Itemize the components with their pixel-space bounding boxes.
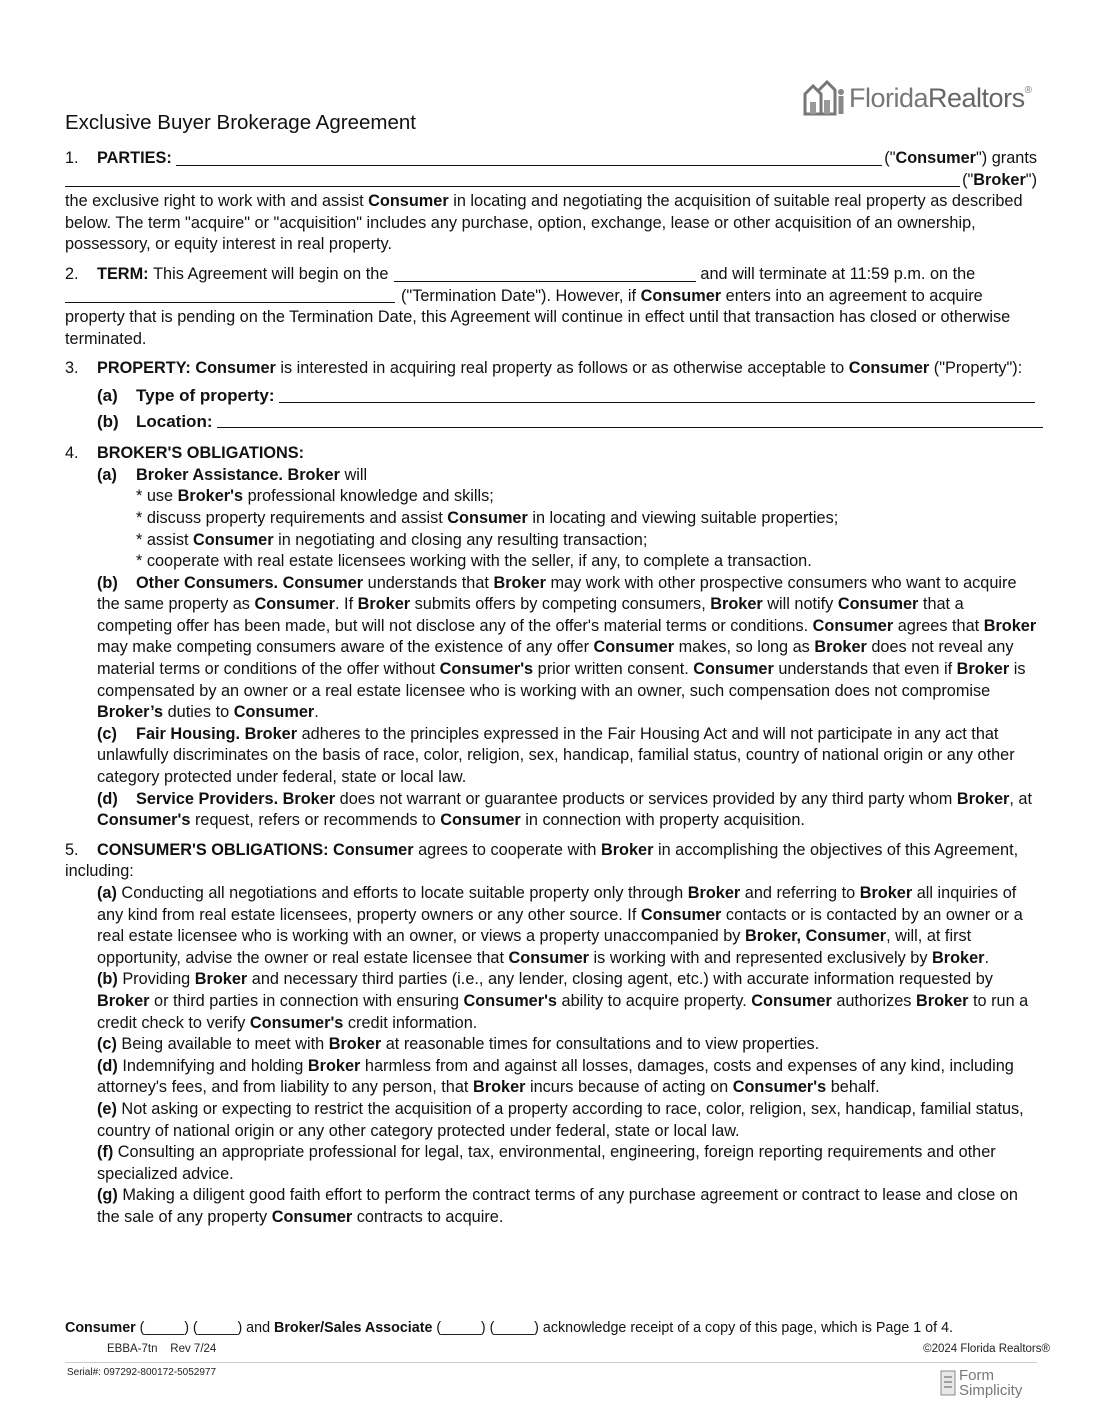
section-broker-heading: 4. BROKER'S OBLIGATIONS: — [65, 444, 305, 463]
term-terminate-text: and will terminate at 11:59 p.m. on the — [700, 264, 976, 283]
logo-line-2: Simplicity — [959, 1382, 1023, 1399]
section-property-text: 3. PROPERTY: Consumer is interested in acquiring real property as follows or as otherwise acceptable to Consumer ("Property"): — [65, 359, 1023, 378]
obligation-item-d: (d) Indemnifying and holding Broker harmless from and against all losses, damages, costs and expenses of any kind, including attorney's fees, and from liability to any person, that Broker incurs because of acting on Consumer's behalf. — [97, 1056, 1014, 1097]
section-parties-row — [65, 148, 1037, 170]
location-label: Location: — [136, 411, 213, 431]
broker-name-field[interactable] — [65, 171, 960, 187]
broker-assistance-heading: (a) Broker Assistance. Broker will — [97, 465, 368, 484]
obligation-item-f: (f) Consulting an appropriate professional for legal, tax, environmental, engineering, foreign reporting requirements and other specialized advice. — [97, 1143, 996, 1183]
property-type-field[interactable] — [279, 387, 1035, 403]
obligation-item-g: (g) Making a diligent good faith effort to perform the contract terms of any purchase agreement or contract to lease and close on the sale of any property Consumer contracts to acquire. — [97, 1186, 1018, 1226]
term-text: property that is pending on the Termination Date, this Agreement will continue in effect until that transaction has closed or otherwise terminated. — [65, 308, 1011, 348]
logo-line-1: Form — [959, 1367, 994, 1384]
other-consumers-text: (b) Other Consumers. Consumer understands that Broker may work with other prospective consumers who want to acquire the same property as Consumer. If Broker submits offers by competing consumers, Broker will notify Consumer that a competing offer has been made, but will not disclose any of the offer's material terms or conditions. Consumer agrees that Broker may make competing consumers aware of the existence of any offer Consumer makes, so long as Broker does not reveal any material terms or conditions of the offer without Consumer's prior written consent. Consumer understands that even if Broker is compensated by an owner or a real estate licensee who is working with an owner, such compensation does not compromise Broker’s duties to Consumer. — [97, 573, 1037, 722]
document-icon — [940, 1370, 956, 1396]
copyright: ©2024 Florida Realtors® — [923, 1343, 1050, 1355]
obligation-item-b: (b) Providing Broker and necessary third parties (i.e., any lender, closing agent, etc.) with accurate information requested by Broker or third parties in connection with ensuring Consumer's ability to acquire property. Consumer authorizes Broker to run a credit check to verify Consumer's credit information. — [97, 970, 1029, 1032]
termination-date-row — [65, 286, 1037, 308]
service-providers-text: (d) Service Providers. Broker does not warrant or guarantee products or services provided by any third party whom Broker, at Consumer's request, refers or recommends to Consumer in connection with property acquisition. — [97, 789, 1032, 830]
form-number: EBBA-7tn Rev 7/24 — [107, 1343, 217, 1355]
consumer-grants-label: ("Consumer") grants — [884, 149, 1037, 167]
florida-realtors-logo — [803, 80, 1031, 116]
bullet-item: * use Broker's professional knowledge and skills; — [136, 487, 494, 506]
parties-text: the exclusive right to work with and assist Consumer in locating and negotiating the acquisition of suitable real property as described below. The term "acquire" or "acquisition" includes any purchase, option, exchange, lease or other acquisition of an ownership, possessory, or equity interest in real property. — [65, 192, 1023, 254]
form-simplicity-logo — [940, 1368, 1022, 1398]
obligation-item-e: (e) Not asking or expecting to restrict the acquisition of a property according to race, color, religion, sex, handicap, familial status, country of national origin or any other category protected under federal, state or local law. — [97, 1099, 1024, 1140]
agreement-body — [65, 148, 1037, 1229]
fair-housing-text: (c) Fair Housing. Broker adheres to the principles expressed in the Fair Housing Act and will not participate in any act that unlawfully discriminates on the basis of race, color, religion, sex, handicap, familial status, country of national origin or any other category protected under federal, state or local law. — [97, 724, 1015, 787]
section-number: 1. — [65, 149, 79, 167]
page-title: Exclusive Buyer Brokerage Agreement — [65, 111, 416, 134]
logo-wordmark: FloridaRealtors® — [849, 82, 1032, 113]
serial-number: Serial#: 097292-800172-5052977 — [67, 1367, 217, 1378]
broker-label: ("Broker") — [962, 170, 1037, 189]
obligation-item-a: (a) Conducting all negotiations and efforts to locate suitable property only through Broker and referring to Broker all inquiries of any kind from real estate licensees, property owners or any other source. If Consumer contacts or is contacted by an owner or a real estate licensee who is working with an owner, or views a property unaccompanied by Broker, Consumer, will, at first opportunity, advise the owner or real estate licensee that Consumer is working with and represented exclusively by Broker. — [97, 884, 1023, 967]
broker-name-row — [65, 170, 1037, 192]
section-heading: PARTIES: — [97, 149, 172, 167]
property-type-label: Type of property: — [136, 385, 275, 405]
item-label: (a) — [97, 385, 118, 405]
obligation-item-c: (c) Being available to meet with Broker at reasonable times for consultations and to view properties. — [97, 1035, 820, 1054]
bullet-item: * assist Consumer in negotiating and closing any resulting transaction; — [136, 530, 648, 549]
footer-divider — [65, 1362, 1037, 1363]
term-begin-text: This Agreement will begin on the — [153, 264, 389, 283]
section-consumer-heading: 5. CONSUMER'S OBLIGATIONS: Consumer agrees to cooperate with Broker in accomplishing the objectives of this Agreement, including: — [65, 840, 1019, 881]
location-field[interactable] — [217, 412, 1044, 428]
section-heading: TERM: — [97, 264, 149, 283]
consumer-name-field[interactable] — [176, 150, 883, 166]
bullet-item: * cooperate with real estate licensees working with the seller, if any, to complete a transaction. — [136, 552, 812, 571]
section-number: 2. — [65, 264, 79, 283]
termination-date-field[interactable] — [65, 287, 395, 303]
acknowledgement-line: Consumer (_____) (_____) and Broker/Sales Associate (_____) (_____) acknowledge receipt of a copy of this page, which is Page 1 of 4. — [65, 1320, 954, 1336]
termination-text: ("Termination Date"). However, if Consumer enters into an agreement to acquire — [401, 286, 983, 305]
bullet-item: * discuss property requirements and assist Consumer in locating and viewing suitable properties; — [136, 508, 839, 527]
property-type-row — [65, 385, 1037, 407]
item-label: (b) — [97, 411, 119, 431]
begin-date-field[interactable] — [394, 266, 696, 282]
section-term-row — [65, 264, 1037, 286]
houses-icon — [803, 80, 847, 116]
location-row — [65, 411, 1037, 433]
